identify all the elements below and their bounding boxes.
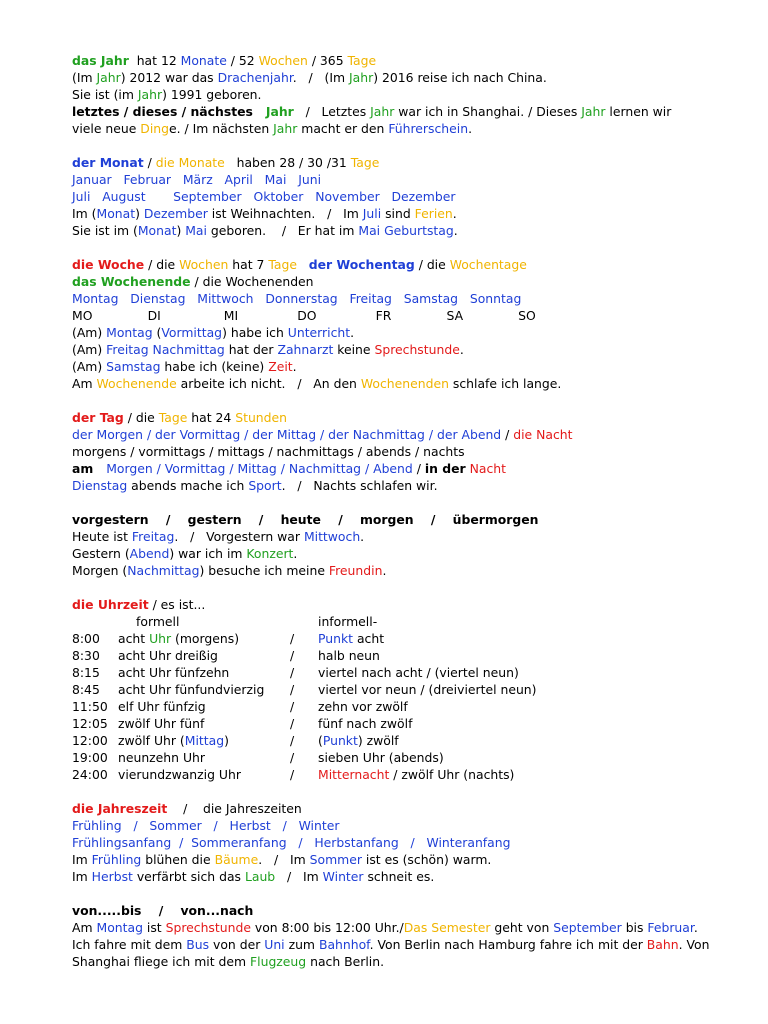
text-run: letztes / dieses / nächstes [72,104,266,119]
text-run: Sie ist im ( [72,223,138,238]
separator: / [290,665,295,680]
text-line [72,817,712,834]
text-run: Bäume [214,852,259,867]
vocab-section [72,902,712,970]
text-run: Samstag [106,359,161,374]
text-run: . [459,342,464,357]
text-run: Zeit [268,359,293,374]
text-run: Sprechstunde [165,920,251,935]
formal-expression [118,647,290,664]
vocab-sections-top [72,52,712,596]
text-run: Januar Februar März April Mai Juni [72,172,322,187]
text-run: Sommer [309,852,362,867]
text-run: Konzert [246,546,294,561]
text-run: Wochenenden [360,376,449,391]
separator: / [290,682,295,697]
text-run: . [292,359,297,374]
text-line [72,188,712,205]
text-run: Sport [248,478,282,493]
text-line [72,545,712,562]
text-line [72,562,712,579]
text-line [72,528,712,545]
text-run: . / (Im [292,70,350,85]
formal-expression [118,681,290,698]
text-run: viertel nach acht / (viertel neun) [318,665,519,680]
text-run: Winter [322,869,364,884]
vocab-section [72,256,712,392]
text-run: war ich in Shanghai. / Dieses [394,104,582,119]
text-run: die Nacht [513,427,573,442]
header-informell: informell- [318,614,378,629]
text-run: Bahnhof [318,937,370,952]
text-run: Flugzeug [250,954,307,969]
text-run: (Am) [72,325,107,340]
vocab-sections-bottom [72,800,712,987]
text-run: vorgestern / gestern / heute / morgen / übermorgen [72,512,539,527]
header-formell: formell [136,614,180,629]
text-run: Jahr [96,70,121,85]
informal-expression [318,732,537,749]
text-run: / die Jahreszeiten [167,801,302,816]
text-run: Montag [106,325,153,340]
text-run: / 365 [307,53,348,68]
text-run: zehn vor zwölf [318,699,408,714]
text-run: Mitternacht [318,767,390,782]
text-run: Freitag [106,342,149,357]
text-run: Punkt [318,631,353,646]
text-run: die Woche [72,257,145,272]
text-line [72,222,712,239]
text-run: sind [381,206,415,221]
uhrzeit-table [72,613,537,783]
informal-expression [318,647,537,664]
text-run: acht [353,631,385,646]
text-run: acht Uhr fünfundvierzig [118,682,265,697]
text-run: hat 24 [187,410,236,425]
text-line [72,307,712,324]
informal-expression [318,766,537,783]
text-line [72,154,712,171]
text-line [72,426,712,443]
text-line [72,851,712,868]
text-run: e. / Im nächsten [169,121,274,136]
text-line [72,205,712,222]
text-run: abends mache ich [127,478,249,493]
text-run: die Uhrzeit [72,597,149,612]
text-run: geboren. / Er hat im [206,223,359,238]
text-run: der Tag [72,410,124,425]
text-run: ) zwölf [357,733,399,748]
text-run: ) [224,733,229,748]
time-row [72,698,537,715]
text-run: morgens / vormittags / mittags / nachmittags / abends / nachts [72,444,465,459]
text-run: / die [123,410,159,425]
separator: / [290,631,295,646]
formal-expression [118,664,290,681]
text-run: Nachmittag [152,342,225,357]
vocab-section [72,511,712,579]
text-run: / 52 [226,53,259,68]
text-run: ) [135,206,144,221]
text-run: Wochen [258,53,308,68]
text-run: neunzehn Uhr [118,750,205,765]
text-line [72,69,712,86]
text-line [72,800,712,817]
time-value: 8:45 [72,682,100,697]
text-run: Stunden [235,410,287,425]
text-run: Sprechstunde [374,342,460,357]
separator: / [290,750,295,765]
text-run: Montag [96,920,143,935]
vocab-section [72,800,712,885]
text-run: Uhr [149,631,172,646]
time-row [72,681,537,698]
text-run: . [452,206,457,221]
text-line [72,86,712,103]
text-run: Februar [647,920,694,935]
text-run: Herbst [91,869,133,884]
text-run: Tage [347,53,377,68]
text-run: halb neun [318,648,380,663]
text-run: Nachmittag [127,563,200,578]
text-run: (Im [72,70,97,85]
vocabulary-document [72,52,712,987]
text-run: elf Uhr fünfzig [118,699,206,714]
informal-expression [318,630,537,647]
text-run: die Monate [155,155,225,170]
text-run: hat 12 [128,53,181,68]
text-line [72,936,712,953]
time-row [72,749,537,766]
text-run: Das Semester [403,920,491,935]
text-run: Bahn [646,937,679,952]
text-run [297,257,309,272]
text-run: . Von Berlin nach Hamburg fahre ich mit der [369,937,647,952]
text-run: fünf nach zwölf [318,716,413,731]
text-run: viertel vor neun / (dreiviertel neun) [318,682,537,697]
text-run: arbeite ich nicht. / An den [176,376,361,391]
text-line [72,171,712,188]
text-line [72,120,712,137]
text-run: Am [72,920,97,935]
informal-expression [318,664,537,681]
text-run: vierundzwanzig Uhr [118,767,241,782]
time-row [72,647,537,664]
formal-expression [118,630,290,647]
text-run: Wochentage [449,257,527,272]
text-run: . [453,223,458,238]
text-run: . / Im [258,852,310,867]
text-line [72,273,712,290]
text-run: ) 2016 reise ich nach China. [373,70,547,85]
text-run: Geburtstag [384,223,454,238]
text-run: / die [414,257,450,272]
text-run: Jahr [273,121,298,136]
time-value: 8:30 [72,648,100,663]
text-run: Tage [350,155,380,170]
text-run: Wochenende [96,376,177,391]
text-run: von 8:00 bis 12:00 Uhr./ [250,920,404,935]
text-run: ist es (schön) warm. [361,852,492,867]
text-run: Frühling / Sommer / Herbst / Winter [72,818,340,833]
text-run: hat 7 [228,257,269,272]
text-line [72,443,712,460]
text-run: . / Vorgestern war [174,529,304,544]
text-run: Ding [140,121,169,136]
text-run: ) [176,223,186,238]
text-run: ist [142,920,166,935]
text-run: Zahnarzt [277,342,334,357]
vocab-section [72,409,712,494]
text-run: zum [284,937,319,952]
text-run: geht von [490,920,554,935]
text-run: die Jahreszeit [72,801,168,816]
text-run: . [350,325,355,340]
text-run: lernen wir [605,104,672,119]
text-run: / die [144,257,180,272]
text-run: Mai [185,223,207,238]
text-run: Nacht [469,461,506,476]
text-run: keine [333,342,375,357]
text-run: Jahr [349,70,374,85]
text-run: September [553,920,622,935]
text-run: Im [72,852,92,867]
text-run: Jahr [137,87,163,102]
text-run: / die Wochenenden [190,274,314,289]
text-run: in der [424,461,466,476]
text-run: . [360,529,365,544]
text-run: sieben Uhr (abends) [318,750,444,765]
text-run: zwölf Uhr fünf [118,716,205,731]
text-line [72,902,712,919]
time-value: 19:00 [72,750,108,765]
text-run: nach Berlin. [306,954,385,969]
text-run: zwölf Uhr ( [118,733,185,748]
text-run: acht Uhr fünfzehn [118,665,230,680]
formal-expression [118,749,290,766]
text-run: schlafe ich lange. [448,376,562,391]
text-run: MO DI MI DO FR SA SO [72,308,536,323]
time-row [72,630,537,647]
text-run: Dezember [143,206,208,221]
uhrzeit-title [72,596,712,613]
text-run: Ferien [414,206,453,221]
text-run: (morgens) [171,631,240,646]
time-row [72,715,537,732]
time-value: 12:05 [72,716,108,731]
separator: / [290,716,295,731]
text-run: Punkt [322,733,358,748]
text-line [72,358,712,375]
informal-expression [318,715,537,732]
text-line [72,409,712,426]
text-run: Morgen ( [72,563,128,578]
text-run: ) habe ich [222,325,288,340]
uhrzeit-header-row [72,613,537,630]
text-run: Frühlingsanfang / Sommeranfang / Herbstanfang / Winteranfang [72,835,511,850]
vocab-section [72,52,712,137]
text-run: Laub [244,869,276,884]
informal-expression [318,749,537,766]
formal-expression [118,698,290,715]
text-run: bis [621,920,648,935]
section-uhrzeit [72,596,712,783]
time-value: 8:15 [72,665,100,680]
text-line [72,834,712,851]
text-run: Juli [362,206,382,221]
text-run: ) 2012 war das [120,70,218,85]
text-run: das Jahr [72,53,129,68]
text-run: Im ( [72,206,97,221]
informal-expression [318,681,537,698]
text-run: Jahr [265,104,294,119]
time-row [72,732,537,749]
separator: / [290,699,295,714]
text-line [72,375,712,392]
text-run: der Morgen / der Vormittag / der Mittag / der Nachmittag / der Abend [72,427,502,442]
text-run: / Letztes [293,104,371,119]
text-run: Monat [96,206,136,221]
text-run: Mai [358,223,381,238]
text-run: . [468,121,473,136]
text-run: Sie ist (im [72,87,138,102]
text-run: Monate [180,53,227,68]
text-line [72,953,712,970]
formal-expression [118,732,290,749]
text-run: ) besuche ich meine [199,563,329,578]
text-run: Wochen [179,257,229,272]
text-run: Drachenjahr [217,70,293,85]
text-run: Tage [158,410,188,425]
text-run: Führerschein [388,121,469,136]
text-run: Mittag [184,733,225,748]
text-line [72,256,712,273]
text-run: . [293,546,298,561]
text-run: Monat [137,223,177,238]
text-run: Unterricht [287,325,351,340]
time-value: 11:50 [72,699,108,714]
text-run: (Am) [72,359,107,374]
text-run: Freitag [131,529,175,544]
text-run: . [382,563,387,578]
text-run: acht [118,631,150,646]
text-run: ) 1991 geboren. [162,87,262,102]
informal-expression [318,698,537,715]
text-run: Abend [129,546,170,561]
text-run: von der [209,937,265,952]
time-row [72,766,537,783]
formal-expression [118,766,290,783]
text-run: Tage [268,257,297,272]
text-run: Gestern ( [72,546,130,561]
text-line [72,477,712,494]
text-run: / [412,461,425,476]
text-run: Im [72,869,92,884]
text-run: Heute ist [72,529,132,544]
text-run: Montag Dienstag Mittwoch Donnerstag Freitag Samstag Sonntag [72,291,522,306]
text-run: der Wochentag [308,257,415,272]
text-line [72,868,712,885]
text-run: . Von [678,937,710,952]
text-run: ( [318,733,323,748]
text-run: / [143,155,156,170]
text-run: blühen die [141,852,215,867]
text-line [72,324,712,341]
text-run: Jahr [370,104,395,119]
text-run: / zwölf Uhr (nachts) [389,767,515,782]
text-run: ist Weihnachten. / Im [207,206,363,221]
time-row [72,664,537,681]
text-run: Jahr [581,104,606,119]
text-run: hat der [224,342,278,357]
text-run: Juli August September Oktober November Dezember [72,189,456,204]
text-line [72,341,712,358]
text-run: Am [72,376,97,391]
text-line [72,52,712,69]
text-run: . / Nachts schlafen wir. [281,478,438,493]
text-run: schneit es. [363,869,435,884]
text-line [72,290,712,307]
separator: / [290,767,295,782]
text-run: haben 28 / 30 /31 [224,155,351,170]
text-run: verfärbt sich das [132,869,245,884]
separator: / [290,648,295,663]
text-run: (Am) [72,342,107,357]
vocab-section [72,154,712,239]
text-run: der Monat [72,155,144,170]
text-run: Ich fahre mit dem [72,937,187,952]
text-run: Shanghai fliege ich mit dem [72,954,251,969]
separator: / [290,733,295,748]
text-run: von.....bis / von...nach [72,903,254,918]
text-run: das Wochenende [72,274,191,289]
text-run: ( [152,325,162,340]
text-run: habe ich (keine) [160,359,269,374]
text-run: Mittwoch [303,529,361,544]
time-value: 24:00 [72,767,108,782]
text-line [72,103,712,120]
text-run: Uni [264,937,285,952]
text-run: Vormittag [161,325,223,340]
text-run: Morgen / Vormittag / Mittag / Nachmittag / Abend [106,461,413,476]
text-run: / Im [275,869,323,884]
text-run: macht er den [297,121,389,136]
text-run: Bus [186,937,210,952]
time-value: 12:00 [72,733,108,748]
text-run: / [501,427,514,442]
text-line [72,919,712,936]
text-line [72,511,712,528]
time-value: 8:00 [72,631,100,646]
text-run: viele neue [72,121,141,136]
text-run: Freundin [328,563,383,578]
text-run: . [693,920,698,935]
text-run: Frühling [91,852,142,867]
text-run: / es ist... [148,597,206,612]
text-run: am [72,461,107,476]
text-run: ) war ich im [169,546,247,561]
text-line [72,460,712,477]
text-run: acht Uhr dreißig [118,648,218,663]
text-run: Dienstag [72,478,128,493]
formal-expression [118,715,290,732]
